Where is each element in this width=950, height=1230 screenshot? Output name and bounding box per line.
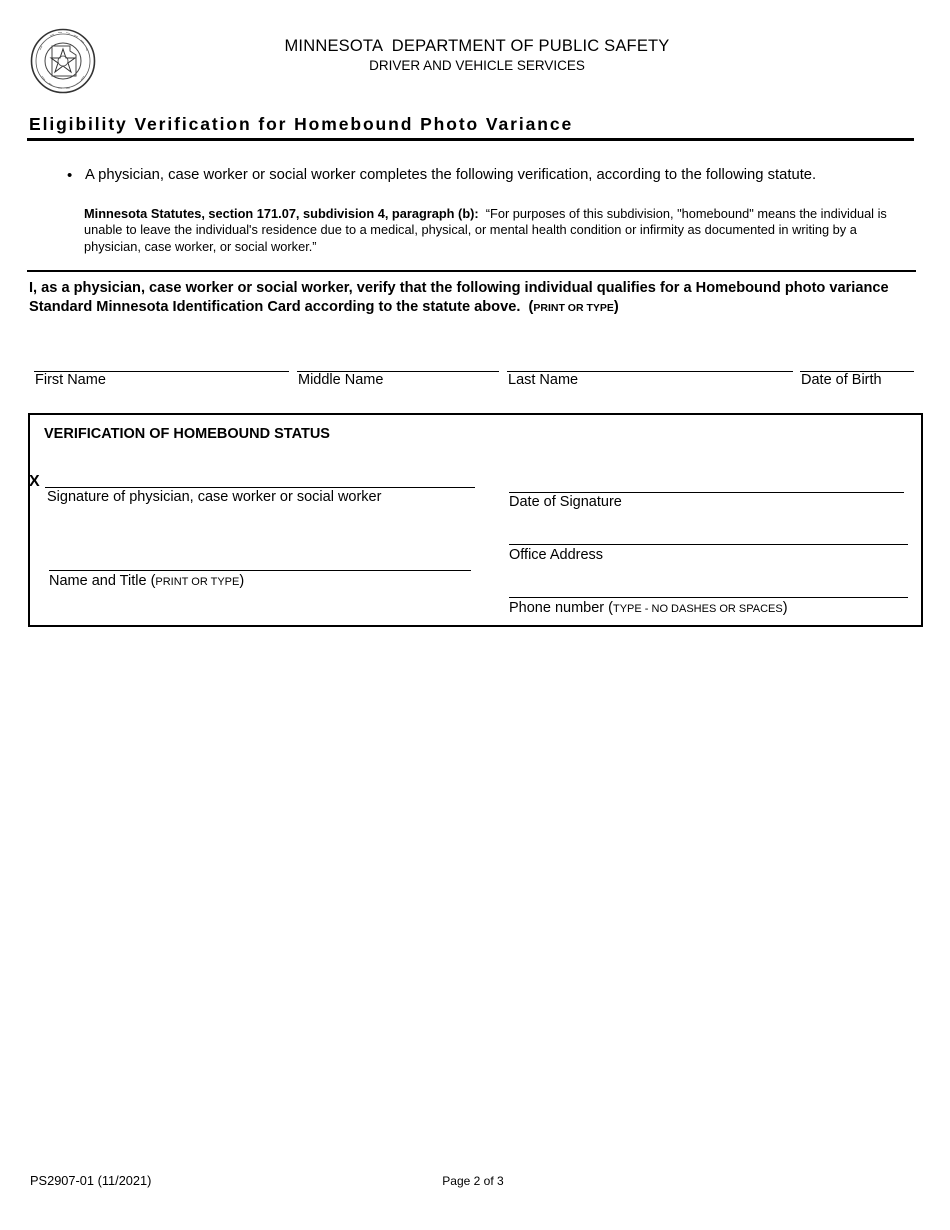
signature-x-mark: X — [29, 473, 40, 490]
phone-number-text: Phone number — [509, 600, 605, 616]
office-address-field[interactable] — [509, 544, 908, 545]
paren-close: ) — [782, 600, 788, 616]
first-name-label: First Name — [35, 372, 106, 388]
paren-close: ) — [239, 573, 245, 589]
statute-citation: Minnesota Statutes, section 171.07, subdivision 4, paragraph (b): — [84, 206, 479, 221]
form-number: PS2907-01 (11/2021) — [30, 1173, 152, 1188]
division-name: DRIVER AND VEHICLE SERVICES — [369, 58, 585, 73]
page-number: Page 2 of 3 — [442, 1174, 504, 1188]
verification-box-title: VERIFICATION OF HOMEBOUND STATUS — [44, 426, 330, 442]
date-of-birth-label: Date of Birth — [801, 372, 882, 388]
signature-label: Signature of physician, case worker or social worker — [47, 489, 382, 505]
verification-statement-text: I, as a physician, case worker or social worker, verify that the following individual qualifies for a Homebound photo variance Standard Minnesota Identification Card according to the statute above. — [29, 280, 889, 315]
name-and-title-field[interactable] — [49, 570, 471, 571]
section-divider — [27, 270, 916, 272]
phone-number-field[interactable] — [509, 597, 908, 598]
name-and-title-label — [49, 573, 244, 589]
last-name-label: Last Name — [508, 372, 579, 388]
bullet-point: • — [67, 167, 73, 184]
middle-name-label: Middle Name — [298, 372, 384, 388]
name-and-title-note: PRINT OR TYPE — [155, 576, 240, 588]
phone-number-label — [509, 600, 788, 616]
statute-text: “For purposes of this subdivision, "homebound" means the individual is unable to leave the individual's residence due to a medical, physical, or mental health condition or infirmity as documented in writing by a physician, case worker, or social worker.” — [84, 206, 887, 254]
instruction-bullet: A physician, case worker or social worker completes the following verification, according to the following statute. — [85, 167, 817, 183]
verification-box — [28, 413, 923, 627]
paren-open: ( — [150, 573, 156, 589]
paren-close: ) — [613, 299, 619, 315]
print-or-type-note: PRINT OR TYPE — [533, 302, 614, 314]
statute-paragraph — [84, 206, 904, 255]
paren-open: ( — [608, 600, 613, 616]
title-divider — [27, 138, 914, 141]
signature-field[interactable] — [45, 487, 475, 488]
date-of-signature-field[interactable] — [509, 492, 904, 493]
verification-statement — [29, 279, 909, 318]
agency-name: MINNESOTA DEPARTMENT OF PUBLIC SAFETY — [284, 37, 670, 55]
date-of-signature-label: Date of Signature — [509, 494, 622, 510]
office-address-label: Office Address — [509, 547, 604, 563]
name-and-title-text: Name and Title — [49, 573, 147, 589]
paren-open: ( — [528, 299, 534, 315]
phone-number-note: TYPE - NO DASHES OR SPACES — [613, 603, 783, 615]
document-title: Eligibility Verification for Homebound Photo Variance — [29, 114, 574, 134]
